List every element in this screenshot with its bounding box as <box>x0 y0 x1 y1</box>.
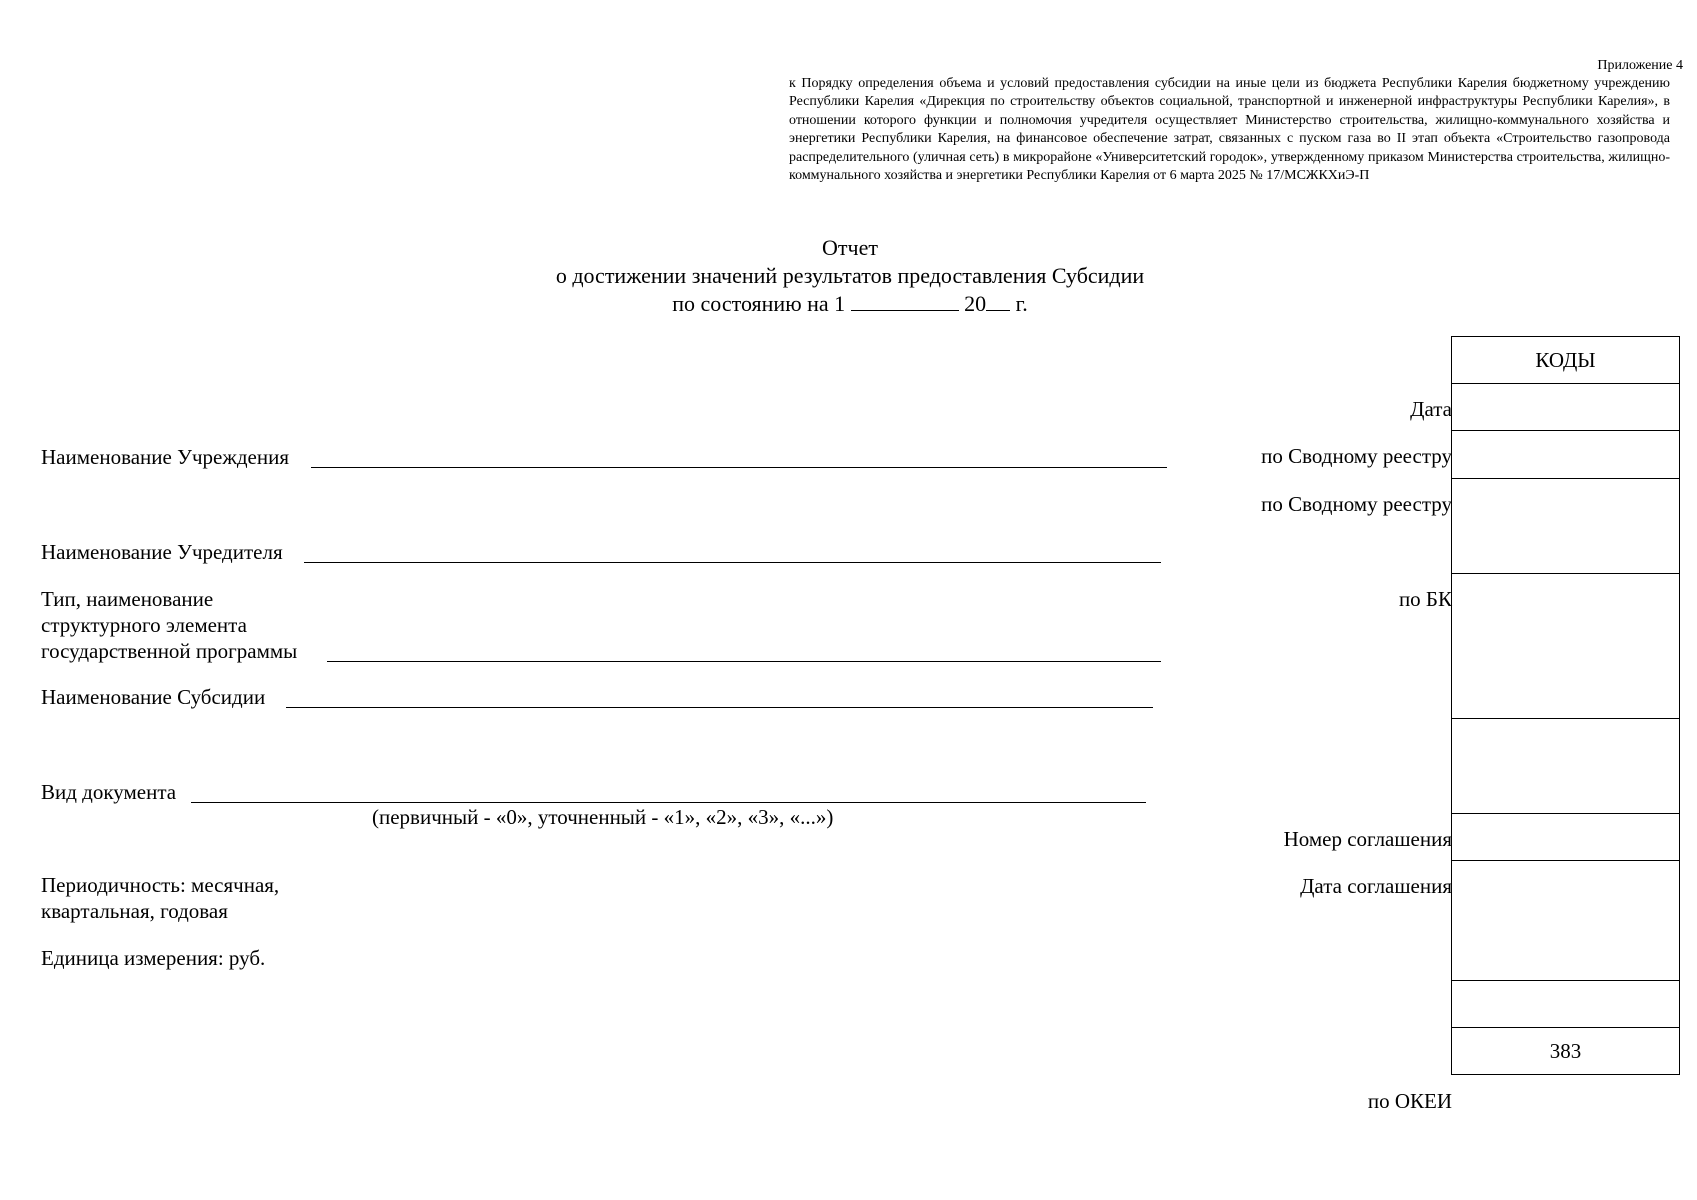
agreement-date-cell[interactable] <box>1452 861 1680 981</box>
doc-type-line[interactable] <box>191 802 1146 803</box>
periodicity-label-line2: квартальная, годовая <box>41 899 228 923</box>
appendix-text: к Порядку определения объема и условий предоставления субсидии на иные цели из бюджета Республики Карелия бюджетному учреждению Республики Карелия «Дирекция по строительству объектов социальной, транспортной и инженерной инфраструктуры Республики Карелия», в отношении которого функции и полномочия учредителя осуществляет Министерство строительства, жилищно-коммунального хозяйства и энергетики Республики Карелия, на финансовое обеспечение затрат, связанных с пуском газа во II этап объекта «Строительство газопровода распределительного (уличная сеть) в микрорайоне «Университетский городок», утвержденному приказом Министерства строительства, жилищно-коммунального хозяйства и энергетики Республики Карелия от 6 марта 2025 № 17/МСЖКХиЭ-П <box>789 76 1670 184</box>
date-code-cell[interactable] <box>1452 384 1680 431</box>
agreement-date-label: Дата соглашения <box>1300 874 1452 898</box>
subsidy-label: Наименование Субсидии <box>41 685 266 709</box>
report-date-prefix: по состоянию на 1 <box>672 291 846 316</box>
report-date-suffix: г. <box>1015 291 1028 316</box>
codes-header: КОДЫ <box>1452 337 1680 384</box>
founder-label: Наименование Учредителя <box>41 540 283 564</box>
subsidy-line[interactable] <box>286 707 1153 708</box>
okei-code-label: по ОКЕИ <box>1367 1089 1452 1113</box>
program-line[interactable] <box>327 661 1161 662</box>
registry-code-cell-2[interactable] <box>1452 479 1680 574</box>
unit-label: Единица измерения: руб. <box>41 946 266 970</box>
date-code-label: Дата <box>1410 397 1452 421</box>
program-label-line2: структурного элемента <box>41 613 247 637</box>
registry-code-cell-1[interactable] <box>1452 431 1680 479</box>
report-year-blank[interactable] <box>986 290 1010 311</box>
codes-table <box>1451 336 1680 1075</box>
extra-code-cell[interactable] <box>1452 719 1680 814</box>
program-label-line1: Тип, наименование <box>41 587 214 611</box>
agreement-number-cell[interactable] <box>1452 814 1680 861</box>
report-month-blank[interactable] <box>851 290 959 311</box>
report-subtitle: о достижении значений результатов предоставления Субсидии <box>555 263 1145 288</box>
program-label-line3: государственной программы <box>41 639 298 663</box>
bk-code-cell[interactable] <box>1452 574 1680 719</box>
registry-code-label-1: по Сводному реестру <box>1261 444 1452 468</box>
agreement-number-label: Номер соглашения <box>1283 827 1452 851</box>
report-year-prefix: 20 <box>964 291 987 316</box>
doc-type-hint: (первичный - «0», уточненный - «1», «2», «3», «...») <box>372 805 834 829</box>
appendix-title: Приложение 4 <box>1597 58 1683 73</box>
bk-code-label: по БК <box>1398 587 1452 611</box>
registry-code-label-2: по Сводному реестру <box>1261 492 1452 516</box>
doc-type-label: Вид документа <box>41 780 177 804</box>
institution-label: Наименование Учреждения <box>41 445 289 469</box>
okei-code-cell[interactable]: 383 <box>1452 1028 1680 1075</box>
empty-code-cell[interactable] <box>1452 981 1680 1028</box>
report-date-line <box>420 290 1280 318</box>
founder-line[interactable] <box>304 562 1161 563</box>
institution-line[interactable] <box>311 467 1167 468</box>
periodicity-label-line1: Периодичность: месячная, <box>41 873 280 897</box>
report-title: Отчет <box>822 235 878 260</box>
